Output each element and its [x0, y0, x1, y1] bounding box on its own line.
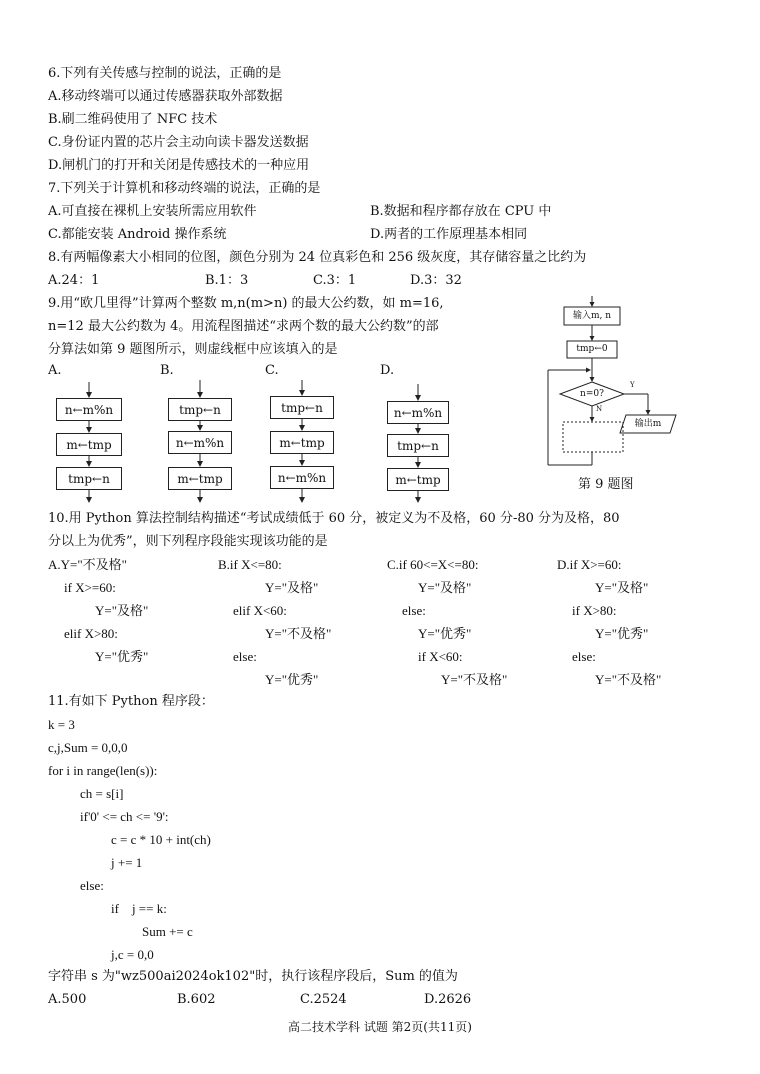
q10-b-line3: elif X<60:: [233, 603, 287, 618]
q9-d-step2: tmp←n: [387, 434, 449, 457]
q10-c-line6: Y="不及格": [441, 672, 508, 687]
q11-option-a: A.500: [48, 992, 87, 1007]
q9-flow-cond: n=0?: [580, 389, 604, 399]
q6-option-a: A.移动终端可以通过传感器获取外部数据: [48, 89, 283, 104]
q11-code-line8: else:: [80, 878, 104, 893]
q10-d-line2: Y="及格": [595, 580, 649, 595]
q9-label-c: C.: [265, 363, 279, 378]
q10-a-line3: Y="及格": [95, 603, 149, 618]
q10-d-line6: Y="不及格": [595, 672, 662, 687]
q9-d-step1: n←m%n: [387, 401, 449, 424]
q11-option-d: D.2626: [424, 992, 472, 1007]
q9-line2: n=12 最大公约数为 4。用流程图描述“求两个数的最大公约数”的部: [48, 319, 439, 334]
q8-stem: 8.有两幅像素大小相同的位图，颜色分别为 24 位真彩色和 256 级灰度，其存储容量之比约为: [48, 250, 587, 265]
q9-a-step3: tmp←n: [56, 467, 122, 490]
q6-option-d: D.闸机门的打开和关闭是传感技术的一种应用: [48, 158, 310, 173]
q9-b-step2: n←m%n: [168, 431, 232, 454]
q9-line3: 分算法如第 9 题图所示，则虚线框中应该填入的是: [48, 342, 338, 357]
q9-caption: 第 9 题图: [578, 477, 634, 492]
q9-c-step2: m←tmp: [270, 431, 334, 454]
q10-d-line5: else:: [572, 649, 596, 664]
q8-option-a: A.24：1: [48, 273, 100, 288]
q6-option-b: B.刷二维码使用了 NFC 技术: [48, 112, 218, 127]
q10-c-line1: C.if 60<=X<=80:: [387, 557, 479, 572]
q7-stem: 7.下列关于计算机和移动终端的说法，正确的是: [48, 181, 321, 196]
q11-option-c: C.2524: [300, 992, 347, 1007]
q9-flow-yes: Y: [630, 381, 635, 389]
q7-option-d: D.两者的工作原理基本相同: [370, 227, 528, 242]
q9-a-step2: m←tmp: [56, 433, 122, 456]
q9-c-step1: tmp←n: [270, 396, 334, 419]
q10-b-line4: Y="不及格": [265, 626, 332, 641]
q11-code-line5: if'0' <= ch <= '9':: [80, 809, 169, 824]
q10-d-line1: D.if X>=60:: [557, 557, 622, 572]
page-footer: 高二技术学科 试题 第2页(共11页): [288, 1020, 472, 1034]
q7-option-c: C.都能安装 Android 操作系统: [48, 227, 227, 242]
q10-c-line4: Y="优秀": [418, 626, 472, 641]
q9-flow-input: 输入m, n: [572, 311, 612, 321]
q11-option-b: B.602: [177, 992, 216, 1007]
q9-label-b: B.: [160, 363, 174, 378]
q11-code-line9: if j == k:: [111, 901, 167, 916]
q9-d-step3: m←tmp: [387, 468, 449, 491]
q11-code-line7: j += 1: [111, 855, 143, 870]
q11-code-line4: ch = s[i]: [80, 786, 124, 801]
q9-a-step1: n←m%n: [56, 398, 122, 421]
q10-a-line1: A.Y="不及格": [48, 557, 127, 572]
q10-d-line3: if X>80:: [572, 603, 617, 618]
q10-d-line4: Y="优秀": [595, 626, 649, 641]
q9-b-step1: tmp←n: [168, 398, 232, 421]
q6-option-c: C.身份证内置的芯片会主动向读卡器发送数据: [48, 135, 309, 150]
q9-b-step3: m←tmp: [168, 467, 232, 490]
q10-a-line5: Y="优秀": [95, 649, 149, 664]
q11-stem: 11.有如下 Python 程序段：: [48, 694, 214, 709]
q10-c-line5: if X<60:: [418, 649, 463, 664]
q10-c-line2: Y="及格": [418, 580, 472, 595]
q11-code-line10: Sum += c: [142, 924, 193, 939]
q11-code-line2: c,j,Sum = 0,0,0: [48, 740, 128, 755]
q10-a-line2: if X>=60:: [64, 580, 116, 595]
q10-b-line2: Y="及格": [265, 580, 319, 595]
q6-stem: 6.下列有关传感与控制的说法，正确的是: [48, 66, 282, 81]
q11-code-line6: c = c * 10 + int(ch): [111, 832, 211, 847]
q10-c-line3: else:: [402, 603, 426, 618]
q8-option-b: B.1：3: [205, 273, 249, 288]
q9-flow-no: N: [596, 405, 603, 413]
q7-option-a: A.可直接在裸机上安装所需应用软件: [48, 204, 257, 219]
q9-label-a: A.: [48, 363, 62, 378]
q10-a-line4: elif X>80:: [64, 626, 118, 641]
q10-line2: 分以上为优秀”，则下列程序段能实现该功能的是: [48, 534, 328, 549]
q9-c-step3: n←m%n: [270, 466, 334, 489]
q7-option-b: B.数据和程序都存放在 CPU 中: [370, 204, 552, 219]
q9-line1: 9.用“欧几里得”计算两个整数 m,n(m>n) 的最大公约数，如 m=16,: [48, 296, 444, 311]
q11-question: 字符串 s 为"wz500ai2024ok102"时，执行该程序段后，Sum 的值为: [48, 969, 458, 984]
q9-flow-init: tmp←0: [576, 344, 608, 354]
q10-line1: 10.用 Python 算法控制结构描述“考试成绩低于 60 分，被定义为不及格，60 分-80 分为及格，80: [48, 511, 620, 526]
q11-code-line11: j,c = 0,0: [111, 947, 154, 962]
q8-option-d: D.3：32: [410, 273, 462, 288]
q11-code-line1: k = 3: [48, 717, 75, 732]
q11-code-line3: for i in range(len(s)):: [48, 763, 158, 778]
q10-b-line5: else:: [233, 649, 257, 664]
q10-b-line6: Y="优秀": [265, 672, 319, 687]
q9-label-d: D.: [380, 363, 395, 378]
q10-b-line1: B.if X<=80:: [218, 557, 282, 572]
q9-flow-output: 输出m: [634, 419, 662, 429]
q8-option-c: C.3：1: [313, 273, 357, 288]
